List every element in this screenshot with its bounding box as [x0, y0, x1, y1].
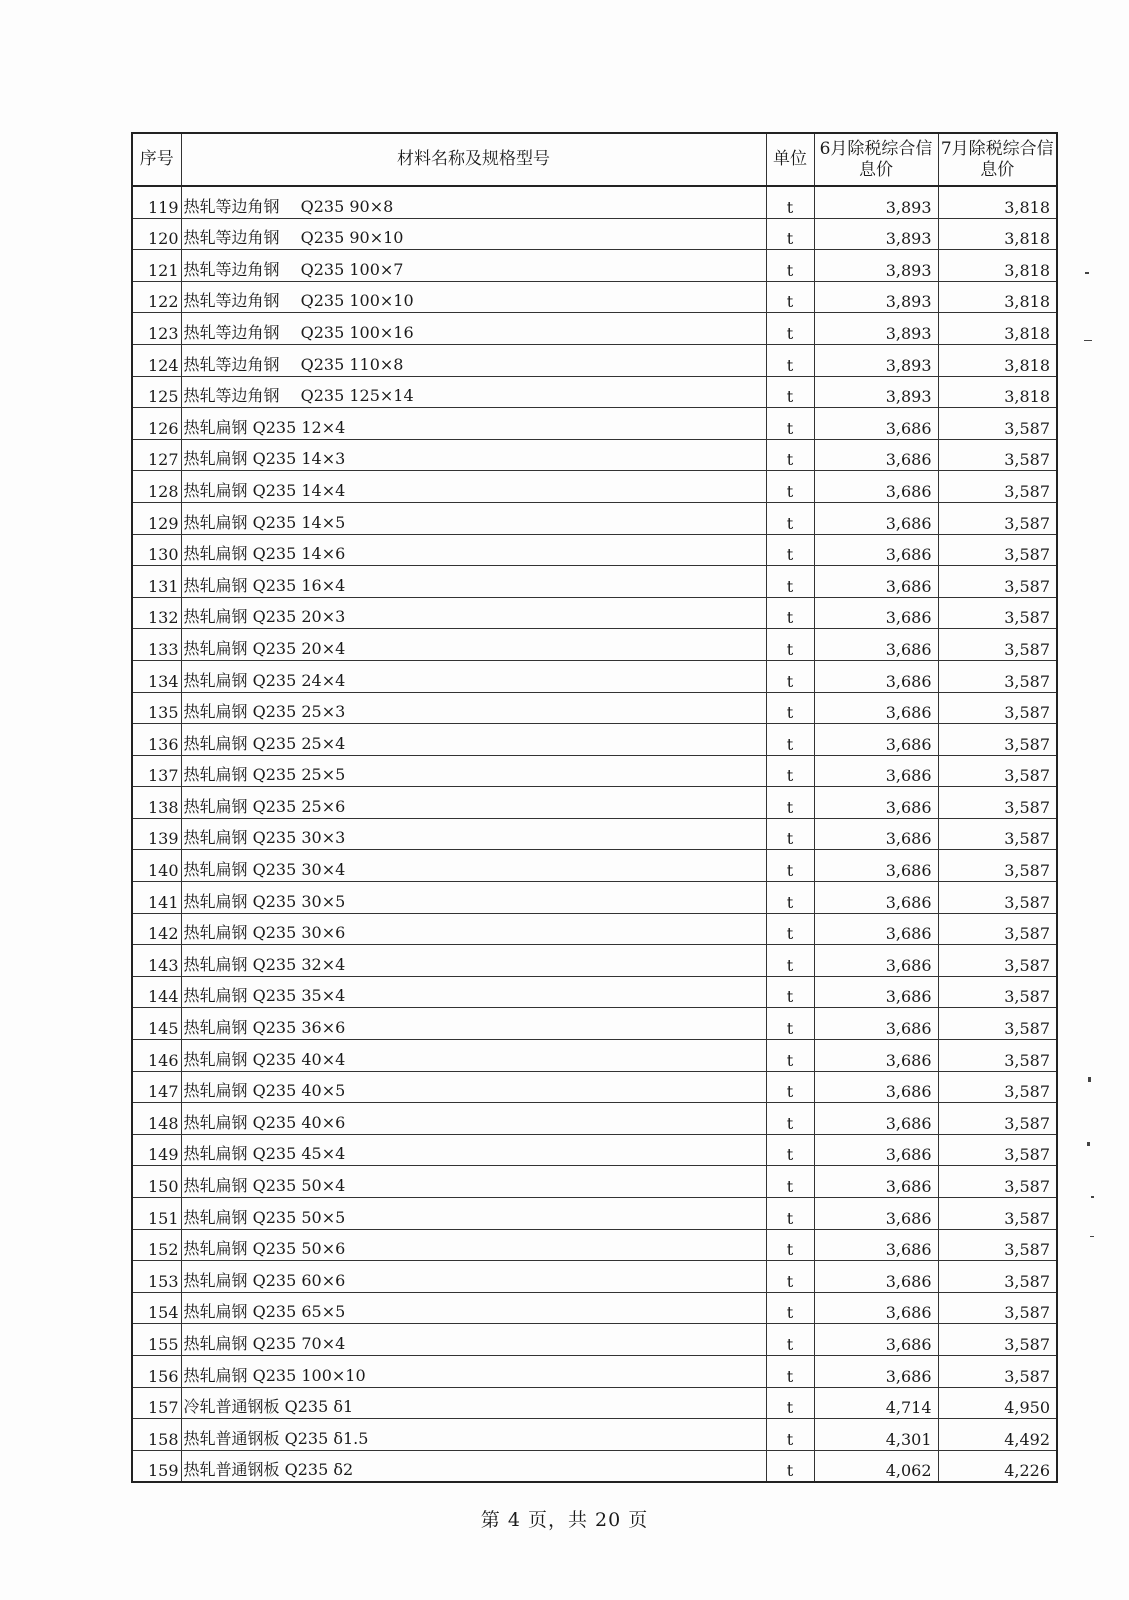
table-row — [132, 439, 1057, 471]
material-name: 热轧扁钢 Q235 50×4 — [181, 1166, 766, 1198]
material-name: 热轧扁钢 Q235 35×4 — [181, 976, 766, 1008]
row-number: 135 — [132, 692, 181, 724]
june-price: 3,686 — [814, 945, 938, 977]
unit: t — [766, 1103, 814, 1135]
july-price: 3,587 — [938, 1229, 1057, 1261]
june-price: 3,893 — [814, 281, 938, 313]
scan-mark — [1088, 1077, 1091, 1082]
table-row — [132, 344, 1057, 376]
june-price: 3,686 — [814, 913, 938, 945]
table-row — [132, 1450, 1057, 1482]
unit: t — [766, 566, 814, 598]
row-number: 124 — [132, 344, 181, 376]
row-number: 156 — [132, 1355, 181, 1387]
material-name: 热轧普通钢板 Q235 δ1.5 — [181, 1419, 766, 1451]
table-row — [132, 376, 1057, 408]
table-row — [132, 281, 1057, 313]
unit: t — [766, 1229, 814, 1261]
unit: t — [766, 1292, 814, 1324]
scan-mark — [1084, 340, 1092, 341]
row-number: 144 — [132, 976, 181, 1008]
table-row — [132, 1040, 1057, 1072]
material-name: 热轧普通钢板 Q235 δ2 — [181, 1450, 766, 1482]
table-row — [132, 1261, 1057, 1293]
june-price: 3,893 — [814, 376, 938, 408]
row-number: 158 — [132, 1419, 181, 1451]
june-price: 4,062 — [814, 1450, 938, 1482]
june-price: 3,686 — [814, 787, 938, 819]
table-row — [132, 1387, 1057, 1419]
june-price: 3,686 — [814, 1008, 938, 1040]
row-number: 125 — [132, 376, 181, 408]
unit: t — [766, 1450, 814, 1482]
row-number: 134 — [132, 660, 181, 692]
table-row — [132, 882, 1057, 914]
july-price: 3,587 — [938, 787, 1057, 819]
table-row — [132, 724, 1057, 756]
table-row — [132, 1229, 1057, 1261]
material-name: 热轧扁钢 Q235 50×6 — [181, 1229, 766, 1261]
unit: t — [766, 1198, 814, 1230]
july-price: 3,587 — [938, 945, 1057, 977]
unit: t — [766, 439, 814, 471]
table-row — [132, 313, 1057, 345]
july-price: 3,587 — [938, 755, 1057, 787]
table-row — [132, 566, 1057, 598]
july-price: 3,587 — [938, 660, 1057, 692]
unit: t — [766, 976, 814, 1008]
july-price: 3,818 — [938, 344, 1057, 376]
material-name: 热轧扁钢 Q235 70×4 — [181, 1324, 766, 1356]
scan-mark — [1091, 1196, 1094, 1198]
june-price: 3,686 — [814, 755, 938, 787]
july-price: 3,587 — [938, 1261, 1057, 1293]
june-price: 3,686 — [814, 724, 938, 756]
table-row — [132, 629, 1057, 661]
table-row — [132, 1419, 1057, 1451]
table-row — [132, 218, 1057, 250]
row-number: 151 — [132, 1198, 181, 1230]
july-price: 3,587 — [938, 566, 1057, 598]
row-number: 128 — [132, 471, 181, 503]
july-price: 3,587 — [938, 1292, 1057, 1324]
table-row — [132, 945, 1057, 977]
table-row — [132, 534, 1057, 566]
unit: t — [766, 913, 814, 945]
june-price: 3,686 — [814, 976, 938, 1008]
june-price: 3,686 — [814, 1198, 938, 1230]
material-name: 热轧扁钢 Q235 60×6 — [181, 1261, 766, 1293]
july-price: 3,818 — [938, 186, 1057, 218]
unit: t — [766, 250, 814, 282]
july-price: 3,818 — [938, 218, 1057, 250]
material-name: 冷轧普通钢板 Q235 δ1 — [181, 1387, 766, 1419]
june-price: 3,686 — [814, 1071, 938, 1103]
june-price: 4,301 — [814, 1419, 938, 1451]
unit: t — [766, 186, 814, 218]
june-price: 3,893 — [814, 218, 938, 250]
june-price: 3,686 — [814, 629, 938, 661]
material-name: 热轧扁钢 Q235 20×3 — [181, 597, 766, 629]
row-number: 119 — [132, 186, 181, 218]
unit: t — [766, 281, 814, 313]
material-name: 热轧扁钢 Q235 14×6 — [181, 534, 766, 566]
july-price: 4,492 — [938, 1419, 1057, 1451]
row-number: 148 — [132, 1103, 181, 1135]
july-price: 3,587 — [938, 1355, 1057, 1387]
unit: t — [766, 218, 814, 250]
table-row — [132, 1008, 1057, 1040]
july-price: 3,587 — [938, 502, 1057, 534]
material-name: 热轧等边角钢 Q235 100×10 — [181, 281, 766, 313]
table-row — [132, 502, 1057, 534]
row-number: 123 — [132, 313, 181, 345]
unit: t — [766, 471, 814, 503]
unit: t — [766, 629, 814, 661]
material-name: 热轧扁钢 Q235 30×5 — [181, 882, 766, 914]
material-name: 热轧等边角钢 Q235 100×16 — [181, 313, 766, 345]
material-name: 热轧扁钢 Q235 40×6 — [181, 1103, 766, 1135]
july-price: 4,226 — [938, 1450, 1057, 1482]
material-name: 热轧扁钢 Q235 12×4 — [181, 408, 766, 440]
row-number: 141 — [132, 882, 181, 914]
june-price: 3,893 — [814, 186, 938, 218]
row-number: 147 — [132, 1071, 181, 1103]
unit: t — [766, 1261, 814, 1293]
row-number: 136 — [132, 724, 181, 756]
row-number: 143 — [132, 945, 181, 977]
row-number: 121 — [132, 250, 181, 282]
july-price: 3,818 — [938, 281, 1057, 313]
material-name: 热轧扁钢 Q235 65×5 — [181, 1292, 766, 1324]
unit: t — [766, 724, 814, 756]
material-name: 热轧扁钢 Q235 20×4 — [181, 629, 766, 661]
july-price: 3,587 — [938, 471, 1057, 503]
header-no: 序号 — [132, 133, 181, 186]
unit: t — [766, 660, 814, 692]
header-unit: 单位 — [766, 133, 814, 186]
june-price: 3,686 — [814, 1134, 938, 1166]
july-price: 3,587 — [938, 976, 1057, 1008]
july-price: 4,950 — [938, 1387, 1057, 1419]
june-price: 3,686 — [814, 660, 938, 692]
july-price: 3,587 — [938, 692, 1057, 724]
table-row — [132, 597, 1057, 629]
table-header — [132, 133, 1057, 186]
june-price: 3,686 — [814, 1324, 938, 1356]
table-row — [132, 976, 1057, 1008]
table-row — [132, 471, 1057, 503]
material-name: 热轧扁钢 Q235 32×4 — [181, 945, 766, 977]
unit: t — [766, 344, 814, 376]
july-price: 3,818 — [938, 313, 1057, 345]
row-number: 152 — [132, 1229, 181, 1261]
material-name: 热轧等边角钢 Q235 90×8 — [181, 186, 766, 218]
material-name: 热轧扁钢 Q235 30×4 — [181, 850, 766, 882]
table-row — [132, 1355, 1057, 1387]
june-price: 3,686 — [814, 534, 938, 566]
june-price: 3,686 — [814, 1261, 938, 1293]
unit: t — [766, 787, 814, 819]
table-row — [132, 850, 1057, 882]
june-price: 3,686 — [814, 1166, 938, 1198]
row-number: 137 — [132, 755, 181, 787]
scan-mark — [1085, 272, 1089, 274]
row-number: 142 — [132, 913, 181, 945]
unit: t — [766, 882, 814, 914]
july-price: 3,587 — [938, 1071, 1057, 1103]
june-price: 3,686 — [814, 566, 938, 598]
material-name: 热轧等边角钢 Q235 90×10 — [181, 218, 766, 250]
material-name: 热轧扁钢 Q235 30×3 — [181, 818, 766, 850]
material-name: 热轧扁钢 Q235 24×4 — [181, 660, 766, 692]
scan-mark — [1087, 1142, 1090, 1146]
row-number: 122 — [132, 281, 181, 313]
material-name: 热轧等边角钢 Q235 125×14 — [181, 376, 766, 408]
table-row — [132, 755, 1057, 787]
table-row — [132, 1324, 1057, 1356]
unit: t — [766, 818, 814, 850]
june-price: 3,686 — [814, 439, 938, 471]
price-table — [131, 132, 1058, 1483]
row-number: 130 — [132, 534, 181, 566]
row-number: 120 — [132, 218, 181, 250]
row-number: 150 — [132, 1166, 181, 1198]
table-row — [132, 1103, 1057, 1135]
july-price: 3,818 — [938, 250, 1057, 282]
row-number: 133 — [132, 629, 181, 661]
unit: t — [766, 1419, 814, 1451]
table-row — [132, 1292, 1057, 1324]
june-price: 3,893 — [814, 313, 938, 345]
table-row — [132, 1166, 1057, 1198]
june-price: 3,686 — [814, 597, 938, 629]
row-number: 154 — [132, 1292, 181, 1324]
june-price: 4,714 — [814, 1387, 938, 1419]
row-number: 155 — [132, 1324, 181, 1356]
row-number: 129 — [132, 502, 181, 534]
june-price: 3,686 — [814, 1229, 938, 1261]
material-name: 热轧等边角钢 Q235 100×7 — [181, 250, 766, 282]
page-number: 第 4 页，共 20 页 — [480, 1509, 649, 1531]
unit: t — [766, 408, 814, 440]
june-price: 3,893 — [814, 344, 938, 376]
table-row — [132, 660, 1057, 692]
material-name: 热轧扁钢 Q235 45×4 — [181, 1134, 766, 1166]
unit: t — [766, 502, 814, 534]
july-price: 3,587 — [938, 913, 1057, 945]
july-price: 3,587 — [938, 724, 1057, 756]
row-number: 126 — [132, 408, 181, 440]
material-name: 热轧扁钢 Q235 16×4 — [181, 566, 766, 598]
material-name: 热轧扁钢 Q235 50×5 — [181, 1198, 766, 1230]
table-row — [132, 1198, 1057, 1230]
june-price: 3,686 — [814, 850, 938, 882]
june-price: 3,686 — [814, 692, 938, 724]
material-name: 热轧扁钢 Q235 25×3 — [181, 692, 766, 724]
material-name: 热轧扁钢 Q235 36×6 — [181, 1008, 766, 1040]
unit: t — [766, 850, 814, 882]
unit: t — [766, 1166, 814, 1198]
june-price: 3,686 — [814, 471, 938, 503]
unit: t — [766, 1134, 814, 1166]
row-number: 145 — [132, 1008, 181, 1040]
row-number: 146 — [132, 1040, 181, 1072]
table-row — [132, 818, 1057, 850]
unit: t — [766, 1071, 814, 1103]
june-price: 3,686 — [814, 818, 938, 850]
june-price: 3,686 — [814, 408, 938, 440]
july-price: 3,587 — [938, 1166, 1057, 1198]
row-number: 139 — [132, 818, 181, 850]
material-name: 热轧扁钢 Q235 14×4 — [181, 471, 766, 503]
row-number: 157 — [132, 1387, 181, 1419]
material-name: 热轧扁钢 Q235 25×5 — [181, 755, 766, 787]
july-price: 3,587 — [938, 1103, 1057, 1135]
unit: t — [766, 1355, 814, 1387]
header-name: 材料名称及规格型号 — [181, 133, 766, 186]
unit: t — [766, 376, 814, 408]
row-number: 131 — [132, 566, 181, 598]
july-price: 3,587 — [938, 1134, 1057, 1166]
table-row — [132, 408, 1057, 440]
header-june-price: 6月除税综合信息价 — [814, 133, 938, 186]
row-number: 153 — [132, 1261, 181, 1293]
july-price: 3,587 — [938, 1008, 1057, 1040]
july-price: 3,587 — [938, 439, 1057, 471]
july-price: 3,587 — [938, 818, 1057, 850]
row-number: 138 — [132, 787, 181, 819]
june-price: 3,686 — [814, 1355, 938, 1387]
july-price: 3,587 — [938, 1198, 1057, 1230]
material-name: 热轧扁钢 Q235 25×6 — [181, 787, 766, 819]
july-price: 3,587 — [938, 408, 1057, 440]
unit: t — [766, 1387, 814, 1419]
unit: t — [766, 1324, 814, 1356]
unit: t — [766, 945, 814, 977]
material-name: 热轧扁钢 Q235 25×4 — [181, 724, 766, 756]
scan-mark — [1090, 1236, 1094, 1237]
table-row — [132, 1134, 1057, 1166]
june-price: 3,686 — [814, 502, 938, 534]
material-name: 热轧扁钢 Q235 100×10 — [181, 1355, 766, 1387]
table-row — [132, 913, 1057, 945]
row-number: 159 — [132, 1450, 181, 1482]
row-number: 132 — [132, 597, 181, 629]
june-price: 3,686 — [814, 1040, 938, 1072]
july-price: 3,587 — [938, 1324, 1057, 1356]
july-price: 3,587 — [938, 629, 1057, 661]
july-price: 3,587 — [938, 850, 1057, 882]
unit: t — [766, 313, 814, 345]
table-row — [132, 787, 1057, 819]
row-number: 127 — [132, 439, 181, 471]
july-price: 3,587 — [938, 1040, 1057, 1072]
unit: t — [766, 1008, 814, 1040]
june-price: 3,686 — [814, 1103, 938, 1135]
unit: t — [766, 755, 814, 787]
material-name: 热轧扁钢 Q235 30×6 — [181, 913, 766, 945]
unit: t — [766, 534, 814, 566]
unit: t — [766, 692, 814, 724]
material-name: 热轧扁钢 Q235 14×5 — [181, 502, 766, 534]
material-name: 热轧等边角钢 Q235 110×8 — [181, 344, 766, 376]
july-price: 3,587 — [938, 597, 1057, 629]
table-row — [132, 1071, 1057, 1103]
july-price: 3,587 — [938, 882, 1057, 914]
table-body — [132, 186, 1057, 1482]
table-row — [132, 250, 1057, 282]
table-row — [132, 692, 1057, 724]
header-row — [132, 133, 1057, 186]
row-number: 149 — [132, 1134, 181, 1166]
material-name: 热轧扁钢 Q235 40×5 — [181, 1071, 766, 1103]
material-name: 热轧扁钢 Q235 14×3 — [181, 439, 766, 471]
july-price: 3,587 — [938, 534, 1057, 566]
unit: t — [766, 1040, 814, 1072]
unit: t — [766, 597, 814, 629]
header-july-price: 7月除税综合信息价 — [938, 133, 1057, 186]
table-row — [132, 186, 1057, 218]
july-price: 3,818 — [938, 376, 1057, 408]
material-name: 热轧扁钢 Q235 40×4 — [181, 1040, 766, 1072]
june-price: 3,686 — [814, 882, 938, 914]
row-number: 140 — [132, 850, 181, 882]
june-price: 3,686 — [814, 1292, 938, 1324]
june-price: 3,893 — [814, 250, 938, 282]
